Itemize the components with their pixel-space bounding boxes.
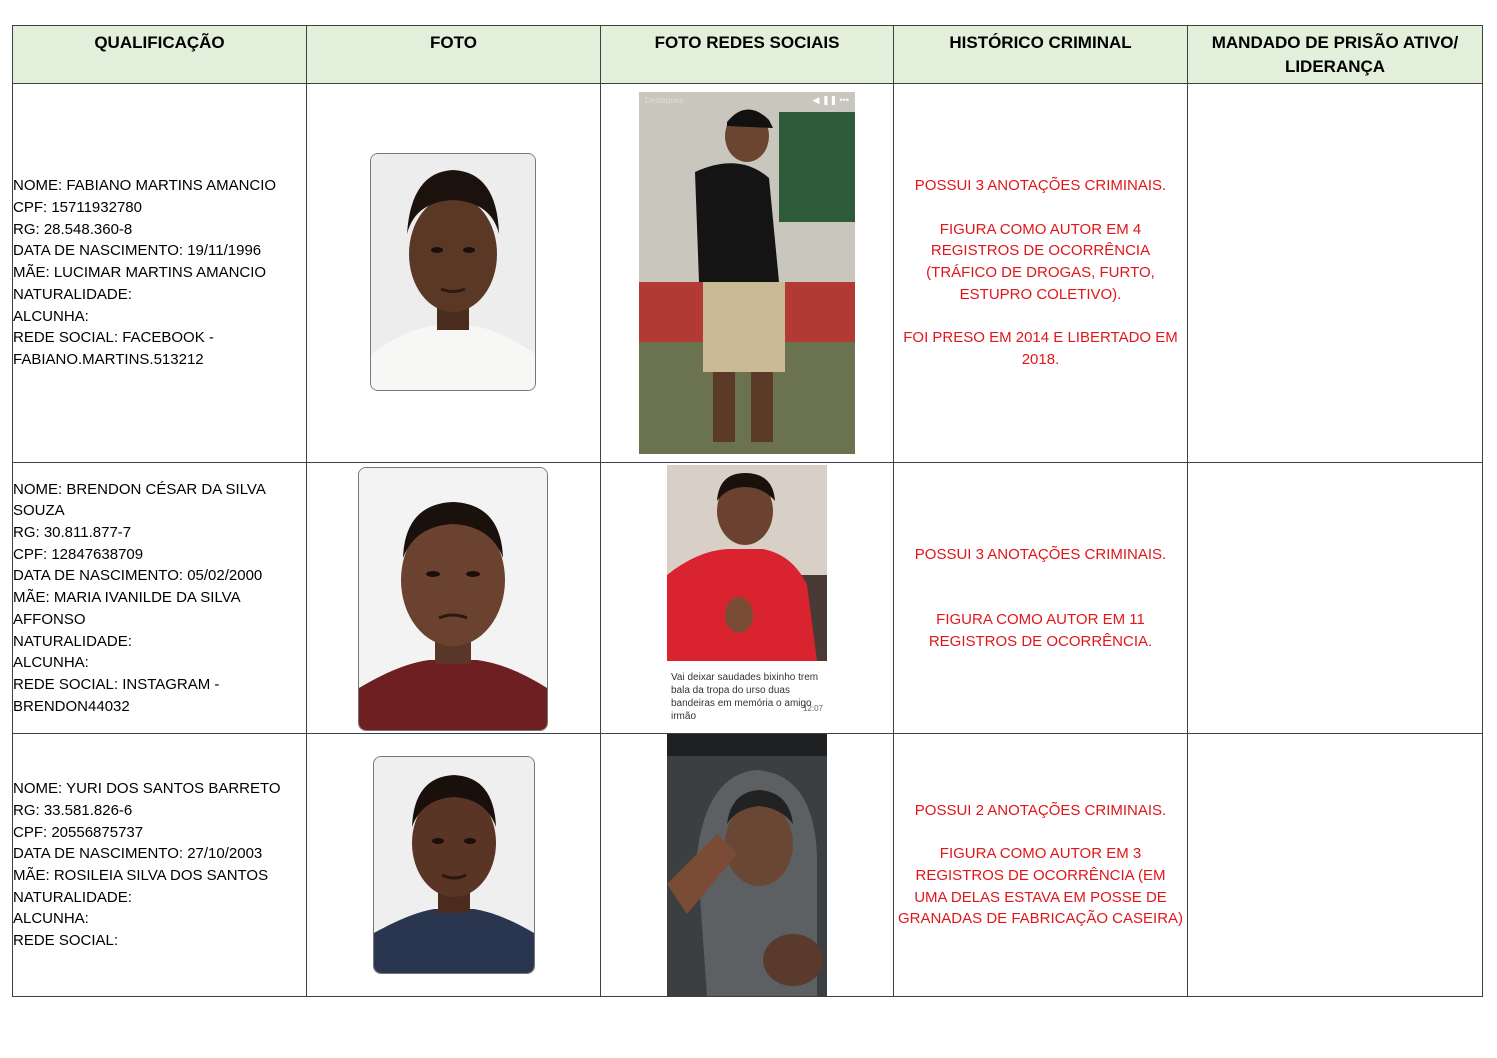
photo-cell <box>307 84 601 463</box>
social-photo <box>667 465 827 727</box>
social-photo <box>667 734 827 996</box>
story-selfie-image <box>667 734 827 996</box>
qual-line: NATURALIDADE: <box>13 285 132 303</box>
social-selfie-image <box>667 465 827 661</box>
mugshot-portrait <box>374 757 534 973</box>
history-line <box>894 822 1187 844</box>
qual-line: NOME: FABIANO MARTINS AMANCIO <box>13 177 277 195</box>
photo-cell <box>307 463 601 734</box>
header-qualificacao: QUALIFICAÇÃO <box>13 26 307 84</box>
table-row <box>13 84 1483 463</box>
history-line: FIGURA COMO AUTOR EM 3 REGISTROS DE OCORRÊNCIA (EM UMA DELAS ESTAVA EM POSSE DE GRANADAS DE FABRICAÇÃO CASEIRA) <box>897 845 1184 928</box>
story-controls-icon: ◀ ❚❚ ••• <box>812 95 849 105</box>
table-row <box>13 463 1483 734</box>
header-foto: FOTO <box>307 26 601 84</box>
story-header: Destaques <box>645 96 684 105</box>
warrant-cell <box>1188 734 1483 997</box>
history-line: POSSUI 3 ANOTAÇÕES CRIMINAIS. <box>914 177 1167 195</box>
qual-line: RG: 30.811.877-7 <box>13 524 132 542</box>
qual-line: MÃE: LUCIMAR MARTINS AMANCIO <box>13 264 267 282</box>
history-line: POSSUI 2 ANOTAÇÕES CRIMINAIS. <box>914 801 1167 819</box>
mugshot-photo <box>358 467 548 731</box>
social-photo-cell <box>601 463 894 734</box>
message-time: 12:07 <box>802 704 823 713</box>
qual-line: CPF: 20556875737 <box>13 823 144 841</box>
mugshot-portrait <box>359 468 547 730</box>
social-photo <box>639 92 855 454</box>
header-mandado-text: MANDADO DE PRISÃO ATIVO/ LIDERANÇA <box>1211 33 1459 76</box>
history-line: POSSUI 3 ANOTAÇÕES CRIMINAIS. <box>914 545 1167 563</box>
qual-line: REDE SOCIAL: <box>13 932 119 950</box>
header-foto-redes-sociais: FOTO REDES SOCIAIS <box>601 26 894 84</box>
social-photo-cell <box>601 734 894 997</box>
qual-line: BRENDON44032 <box>13 697 130 715</box>
mugshot-photo <box>370 153 536 391</box>
warrant-cell <box>1188 463 1483 734</box>
table-row <box>13 734 1483 997</box>
history-line: FIGURA COMO AUTOR EM 11 REGISTROS DE OCORRÊNCIA. <box>928 610 1153 650</box>
qual-line: SOUZA <box>13 502 65 520</box>
qual-line: ALCUNHA: <box>13 910 89 928</box>
story-selfie-image <box>639 92 855 454</box>
social-photo-cell <box>601 84 894 463</box>
qual-line: NATURALIDADE: <box>13 888 132 906</box>
qual-line: ALCUNHA: <box>13 307 89 325</box>
qual-line: REDE SOCIAL: FACEBOOK - <box>13 329 214 347</box>
mugshot-photo <box>373 756 535 974</box>
criminal-history-cell <box>894 84 1188 463</box>
qual-line: CPF: 15711932780 <box>13 199 142 217</box>
photo-cell <box>307 734 601 997</box>
warrant-cell <box>1188 84 1483 463</box>
criminal-history-cell <box>894 463 1188 734</box>
qual-line: MÃE: MARIA IVANILDE DA SILVA <box>13 589 241 607</box>
qual-line: NOME: BRENDON CÉSAR DA SILVA <box>13 480 266 498</box>
qualification-cell <box>13 463 307 734</box>
history-line: FOI PRESO EM 2014 E LIBERTADO EM 2018. <box>903 329 1178 368</box>
criminal-history-cell <box>894 734 1188 997</box>
history-line <box>894 306 1187 328</box>
header-historico-criminal: HISTÓRICO CRIMINAL <box>894 26 1188 84</box>
header-row <box>13 26 1483 84</box>
history-line: FIGURA COMO AUTOR EM 4 REGISTROS DE OCORRÊNCIA (TRÁFICO DE DROGAS, FURTO, ESTUPRO COLETIVO). <box>926 220 1155 303</box>
qual-line: RG: 33.581.826-6 <box>13 801 133 819</box>
suspects-table <box>12 25 1483 997</box>
qual-line: CPF: 12847638709 <box>13 545 144 563</box>
qual-line: ALCUNHA: <box>13 654 89 672</box>
history-line <box>894 197 1187 219</box>
qual-line: AFFONSO <box>13 610 86 628</box>
qual-line: NOME: YURI DOS SANTOS BARRETO <box>13 780 281 798</box>
qual-line: REDE SOCIAL: INSTAGRAM - <box>13 675 220 693</box>
qual-line: DATA DE NASCIMENTO: 05/02/2000 <box>13 567 263 585</box>
qualification-cell <box>13 84 307 463</box>
qual-line: FABIANO.MARTINS.513212 <box>13 350 204 368</box>
history-line <box>894 565 1187 587</box>
mugshot-portrait <box>371 154 535 390</box>
header-mandado-lideranca <box>1188 26 1483 84</box>
qual-line: NATURALIDADE: <box>13 632 132 650</box>
message-caption: Vai deixar saudades bixinho trem bala da tropa do urso duas bandeiras em memória o amigo irmão <box>671 672 819 722</box>
qual-line: RG: 28.548.360-8 <box>13 220 133 238</box>
qual-line: DATA DE NASCIMENTO: 19/11/1996 <box>13 242 262 260</box>
qualification-cell <box>13 734 307 997</box>
qual-line: DATA DE NASCIMENTO: 27/10/2003 <box>13 845 263 863</box>
qual-line: MÃE: ROSILEIA SILVA DOS SANTOS <box>13 867 269 884</box>
